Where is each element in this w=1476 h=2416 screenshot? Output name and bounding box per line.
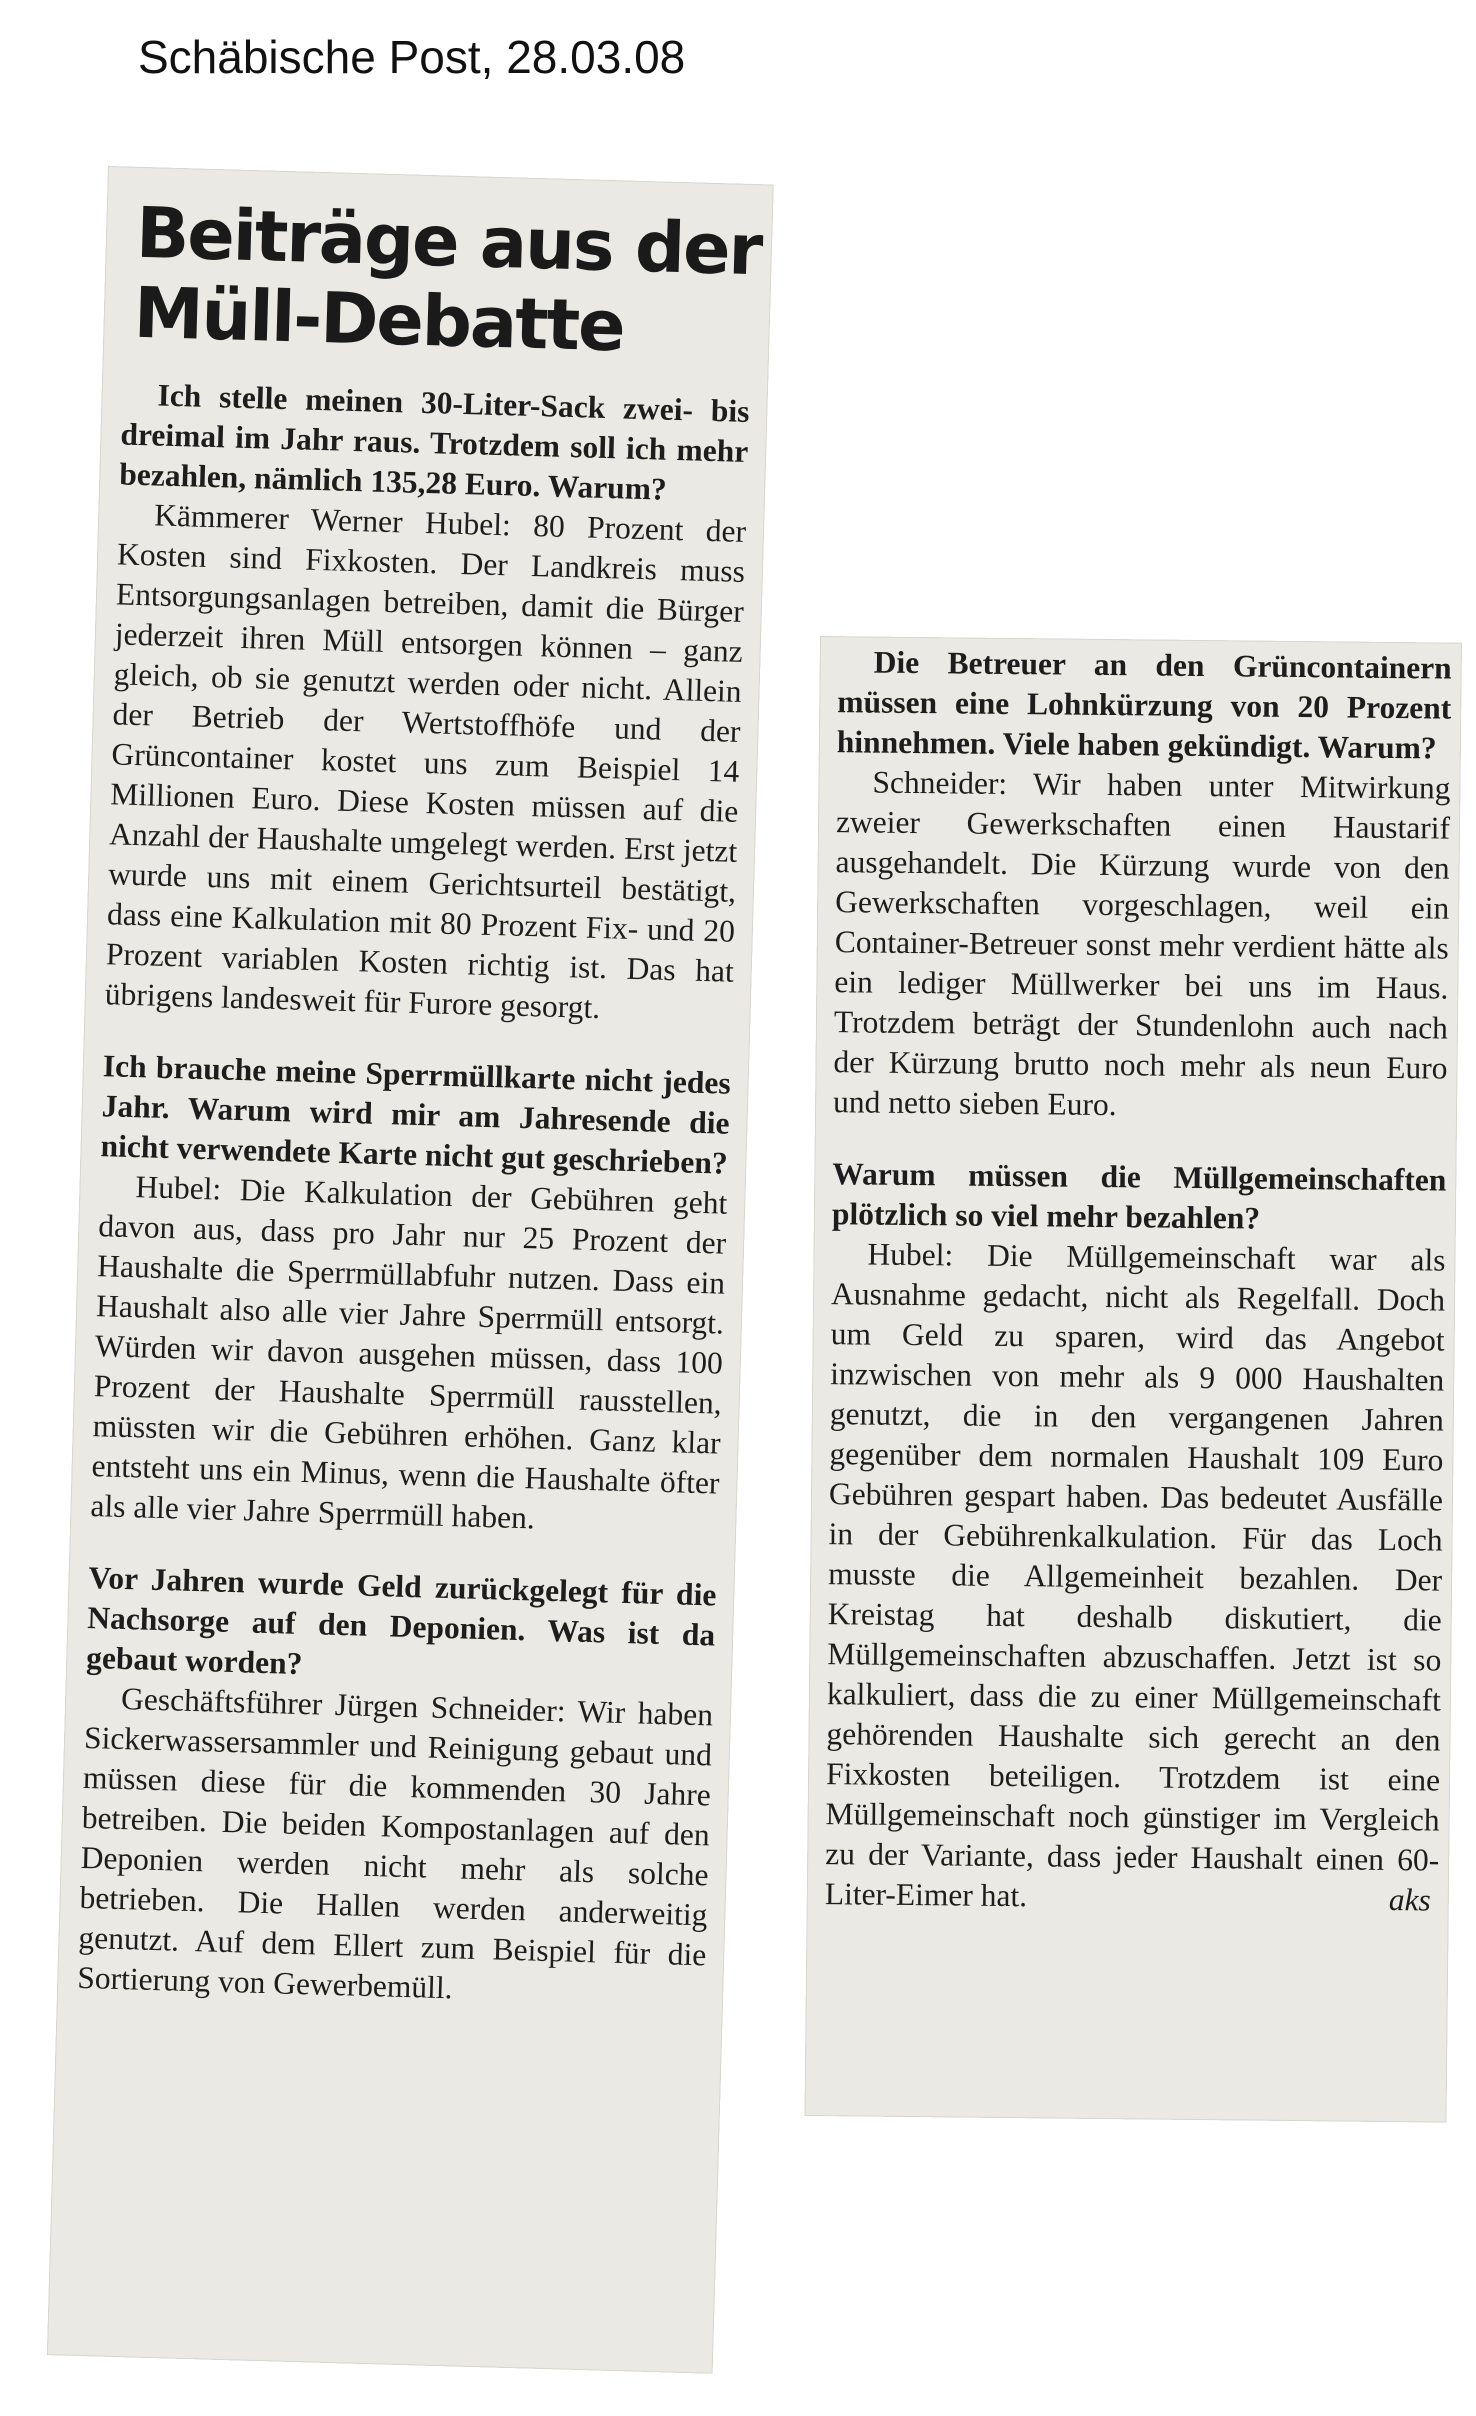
question-4: Die Betreuer an den Grüncontainern müssen eine Lohnkürzung von 20 Prozent hinnehmen. Viele haben gekündigt. Warum?: [836, 644, 1452, 766]
article-headline: Beiträge aus der Müll-Debatte: [132, 191, 763, 368]
answer-4: Schneider: Wir haben unter Mitwirkung zweier Gewerkschaften einen Haustarif ausgehandelt. Die Kürzung wurde von den Gewerkschaften vorgeschlagen, weil ein Container-Betreuer sonst mehr verdient hätte als ein lediger Müllwerker bei uns im Haus. Trotzdem beträgt der Stundenlohn auch nach der Kürzung brutto noch mehr als neun Euro und netto sieben Euro.: [832, 764, 1451, 1123]
clipping-left: [47, 166, 774, 2374]
answer-1: Kämmerer Werner Hubel: 80 Prozent der Kosten sind Fixkosten. Der Landkreis muss Entsorgungsanlagen betreiben, damit die Bürger jederzeit ihren Müll entsorgen können – ganz gleich, ob sie genutzt werden oder nicht. Allein der Betrieb der Wertstoffhöfe und der Grüncontainer kostet uns zum Beispiel 14 Millionen Euro. Diese Kosten müssen auf die Anzahl der Haushalte umgelegt werden. Erst jetzt wurde uns mit einem Gerichtsurteil bestätigt, dass eine Kalkulation mit 80 Prozent Fix- und 20 Prozent variablen Kosten richtig ist. Das hat übrigens landesweit für Furore gesorgt.: [104, 497, 747, 1026]
question-5: Warum müssen die Müllgemeinschaften plötzlich so viel mehr bezahlen?: [831, 1156, 1447, 1236]
answer-2: Hubel: Die Kalkulation der Gebühren geht davon aus, dass pro Jahr nur 25 Prozent der Haushalte die Sperrmüllabfuhr nutzen. Dass ein Haushalt also alle vier Jahre Sperrmüll entsorgt. Würden wir davon ausgehen müssen, dass 100 Prozent der Haushalte Sperrmüll rausstellen, müssten wir die Gebühren erhöhen. Ganz klar entsteht uns ein Minus, wenn die Haushalte öfter als alle vier Jahre Sperrmüll haben.: [90, 1169, 728, 1536]
source-date-header: Schäbische Post, 28.03.08: [138, 31, 686, 83]
author-initials: aks: [1388, 1882, 1431, 1918]
answer-3: Geschäftsführer Jürgen Schneider: Wir haben Sickerwassersammler und Reinigung gebaut und müssen diese für die kommenden 30 Jahre betreiben. Die beiden Kompostanlagen auf den Deponien werden nicht mehr als solche betrieben. Die Hallen werden anderweitig genutzt. Auf dem Ellert zum Beispiel für die Sortierung von Gewerbemüll.: [76, 1680, 714, 2006]
question-1: Ich stelle meinen 30-Liter-Sack zwei- bis dreimal im Jahr raus. Trotzdem soll ich mehr bezahlen, nämlich 135,28 Euro. Warum?: [118, 377, 750, 507]
question-2: Ich brauche meine Sperrmüllkarte nicht jedes Jahr. Warum wird mir am Jahresende die nicht verwendete Karte nicht gut geschrieben?: [100, 1048, 732, 1181]
article-body-right: [807, 642, 1462, 1921]
clipping-right: [805, 636, 1462, 2123]
question-3: Vor Jahren wurde Geld zurückgelegt für die Nachsorge auf den Deponien. Was ist da gebaut worden?: [85, 1560, 717, 1682]
article-body-left: [57, 374, 768, 2016]
answer-5: Hubel: Die Müllgemeinschaft war als Ausnahme gedacht, nicht als Regelfall. Doch um Geld zu sparen, wird das Angebot inzwischen von mehr als 9 000 Haushalten genutzt, die in den vergangenen Jahren gegenüber dem normalen Haushalt 109 Euro Gebühren gespart haben. Das bedeutet Ausfälle in der Gebührenkalkulation. Für das Loch musste die Allgemeinheit bezahlen. Der Kreistag hat deshalb diskutiert, die Müllgemeinschaften abzuschaffen. Jetzt ist so kalkuliert, dass die zu einer Müllgemeinschaft gehörenden Haushalte sich gerecht an den Fixkosten beteiligen. Trotzdem ist eine Müllgemeinschaft noch günstiger im Vergleich zu der Variante, dass jeder Haushalt einen 60-Liter-Eimer hat. aks: [825, 1234, 1446, 1920]
